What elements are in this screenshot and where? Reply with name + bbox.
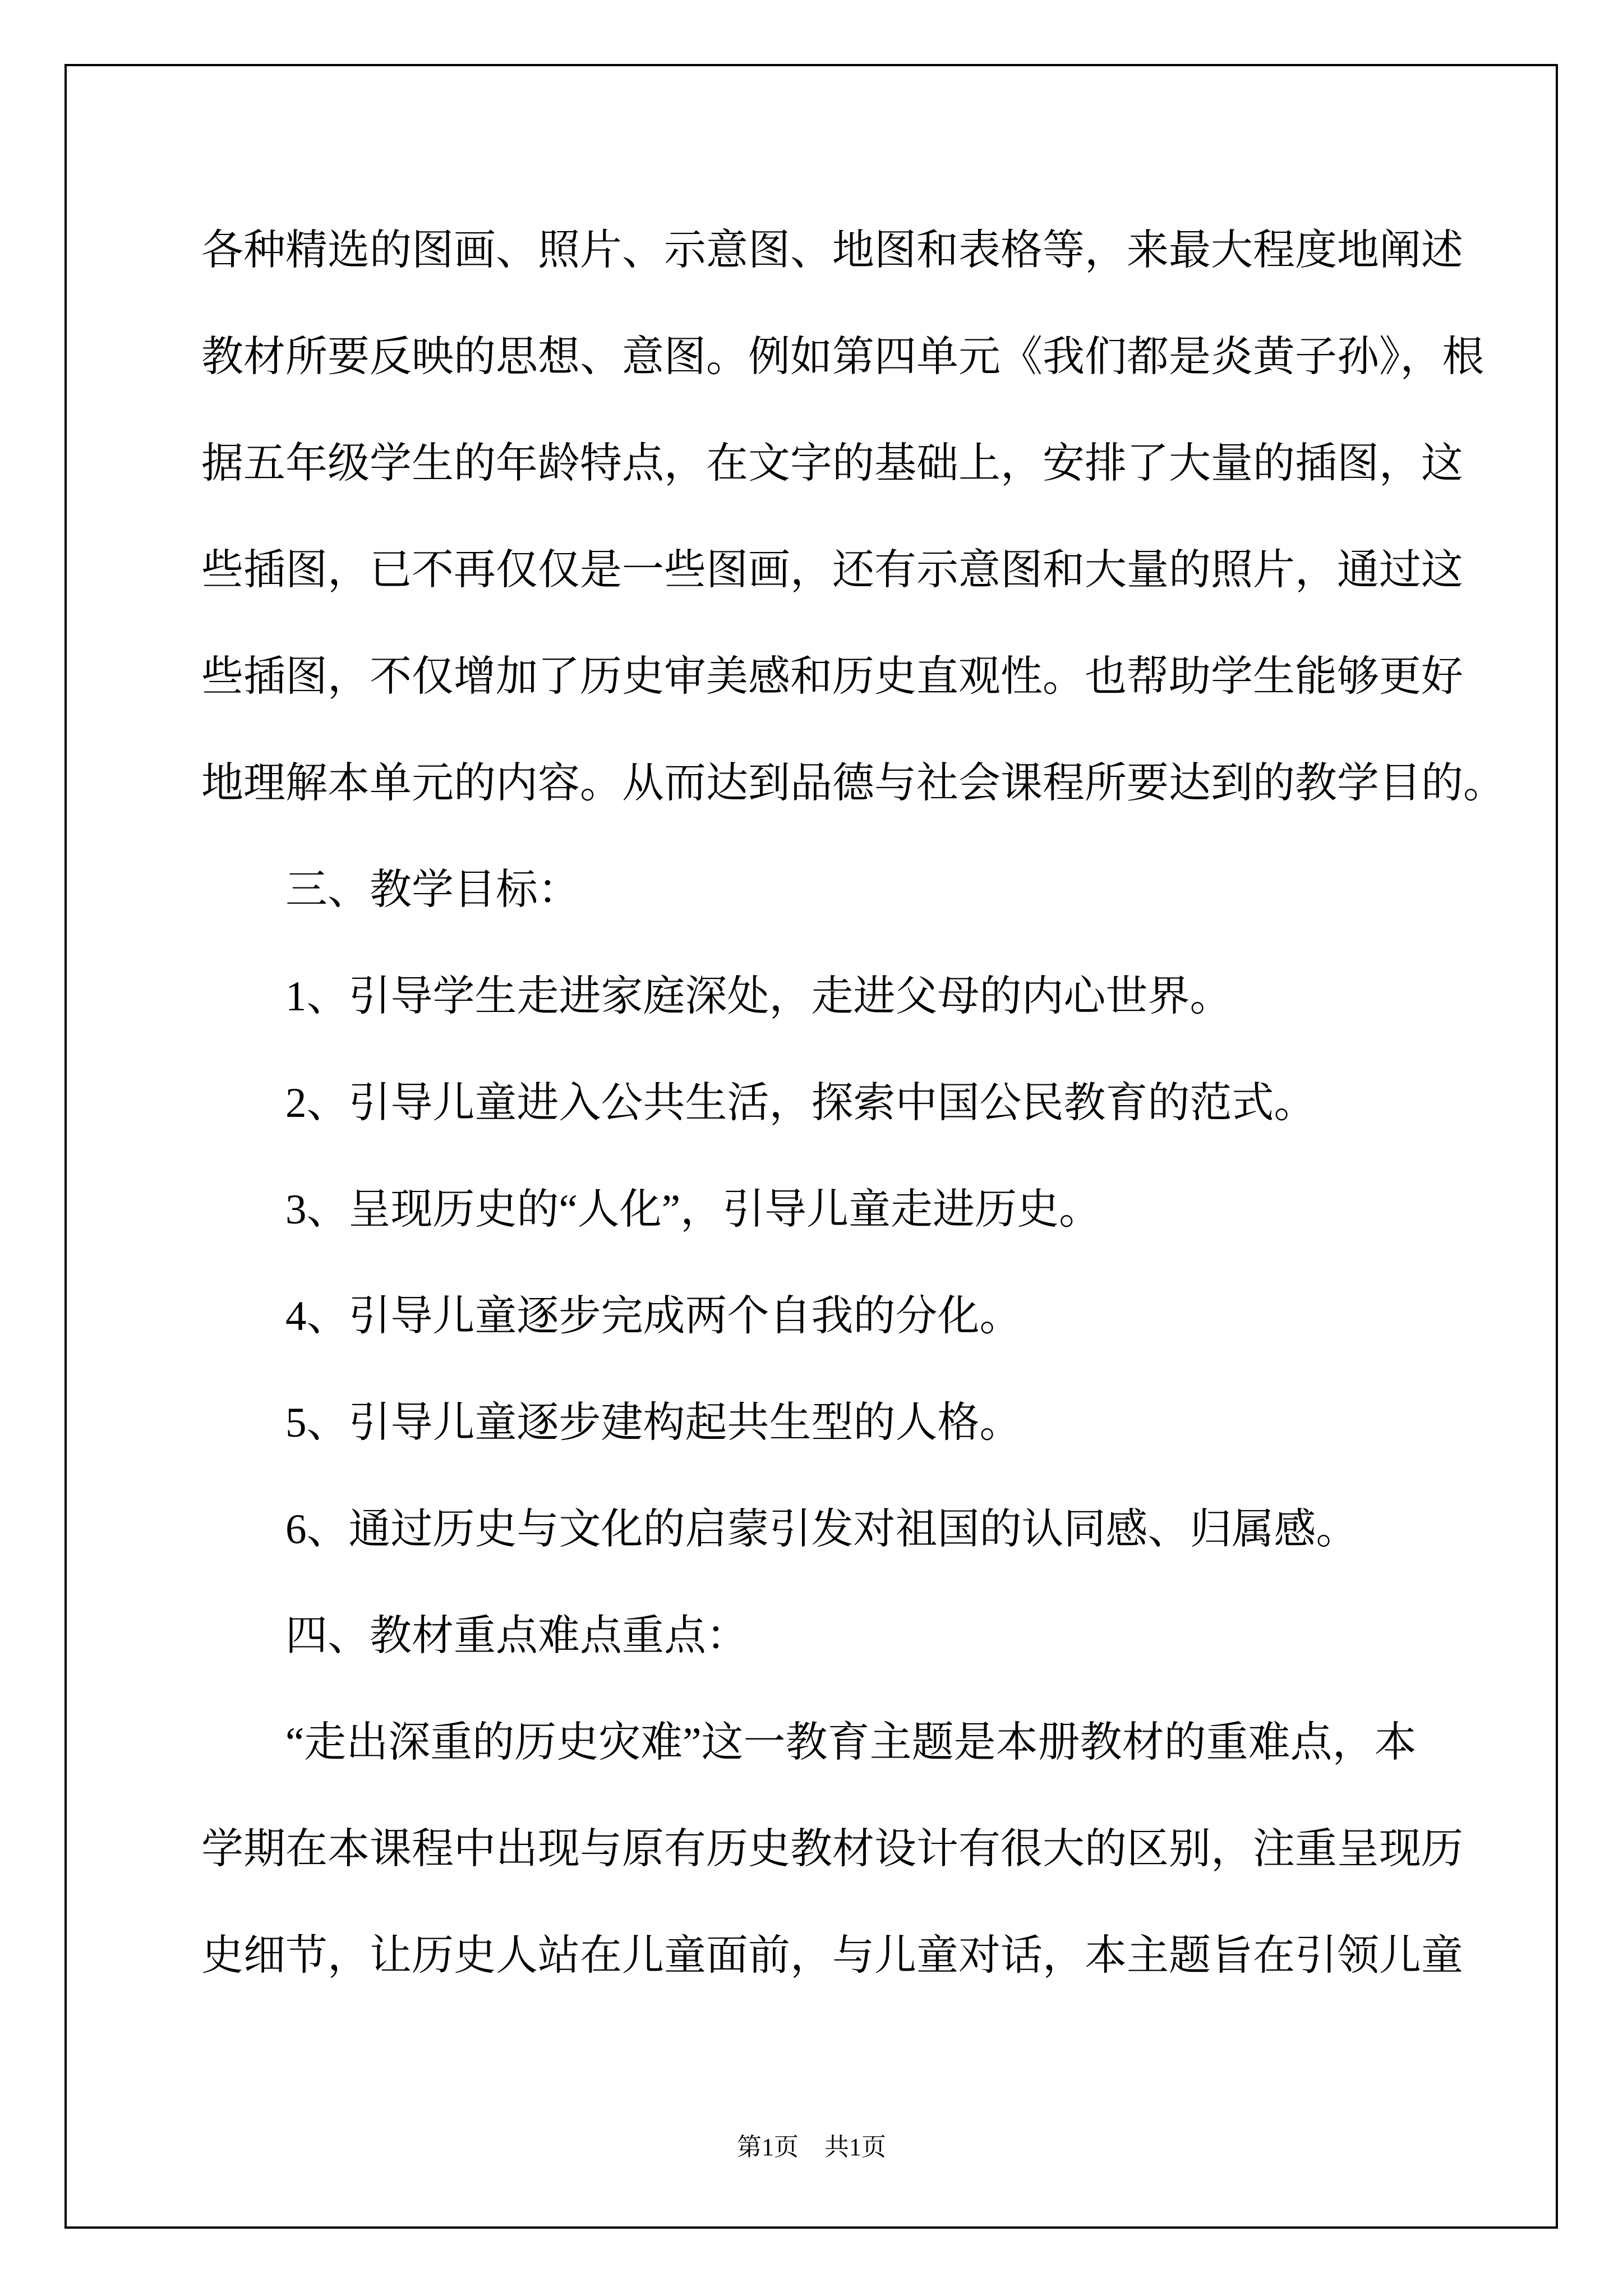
- text-line: 教材所要反映的思想、意图。例如第四单元《我们都是炎黄子孙》，根: [201, 334, 1484, 380]
- text-line: 各种精选的图画、照片、示意图、地图和表格等，来最大程度地阐述: [201, 227, 1464, 274]
- text-line-section-heading: 四、教材重点难点重点：: [285, 1613, 749, 1659]
- text-line-list-item: 2、引导儿童进入公共生活，探索中国公民教育的范式。: [285, 1080, 1316, 1126]
- text-line: 些插图，不仅增加了历史审美感和历史直观性。也帮助学生能够更好: [201, 654, 1464, 700]
- page-total-label: 共1页: [824, 2133, 886, 2161]
- text-line: 史细节，让历史人站在儿童面前，与儿童对话，本主题旨在引领儿童: [201, 1932, 1464, 1979]
- text-line: 些插图，已不再仅仅是一些图画，还有示意图和大量的照片，通过这: [201, 547, 1464, 593]
- text-line: 地理解本单元的内容。从而达到品德与社会课程所要达到的教学目的。: [201, 760, 1506, 807]
- text-line: “走出深重的历史灾难”这一教育主题是本册教材的重难点，本: [285, 1719, 1417, 1766]
- text-line-list-item: 4、引导儿童逐步完成两个自我的分化。: [285, 1293, 1022, 1340]
- text-line-section-heading: 三、教学目标：: [285, 867, 580, 913]
- text-line: 据五年级学生的年龄特点，在文字的基础上，安排了大量的插图，这: [201, 440, 1464, 487]
- text-line: 学期在本课程中出现与原有历史教材设计有很大的区别，注重呈现历: [201, 1826, 1464, 1872]
- text-line-list-item: 6、通过历史与文化的启蒙引发对祖国的认同感、归属感。: [285, 1506, 1358, 1553]
- text-line-list-item: 1、引导学生走进家庭深处，走进父母的内心世界。: [285, 973, 1232, 1020]
- document-body: [201, 197, 1506, 2009]
- text-line-list-item: 3、呈现历史的“人化”，引导儿童走进历史。: [285, 1186, 1101, 1233]
- page-footer: [0, 2132, 1623, 2162]
- page-number-label: 第1页: [737, 2133, 799, 2161]
- text-line-list-item: 5、引导儿童逐步建构起共生型的人格。: [285, 1400, 1022, 1446]
